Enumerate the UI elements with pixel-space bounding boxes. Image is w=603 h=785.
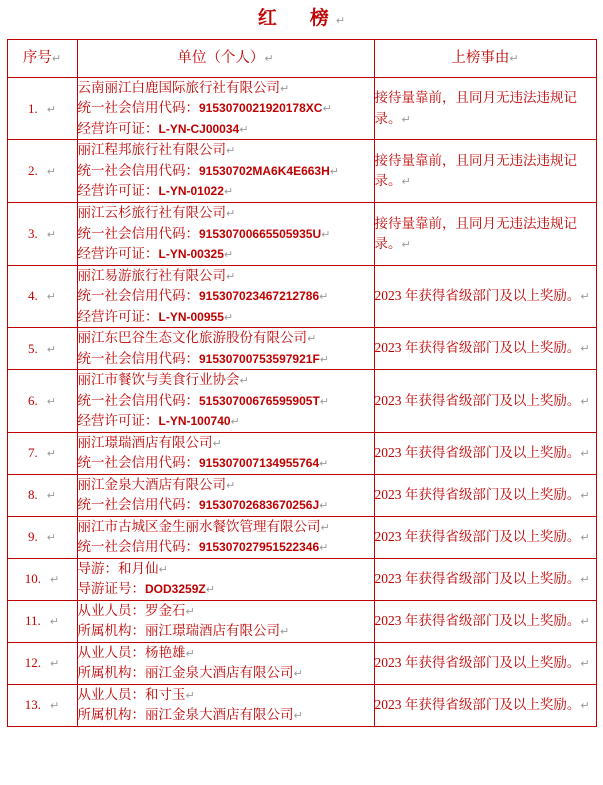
table-row — [7, 516, 596, 558]
unit-line — [78, 203, 374, 224]
column-header-reason-label: 上榜事由 — [451, 49, 510, 66]
column-header-number-label: 序号 — [22, 49, 52, 66]
reason-cell — [374, 684, 596, 726]
pilcrow-mark: ↵ — [322, 102, 332, 116]
reason-cell — [374, 77, 596, 140]
unit-line-label: 经营许可证： — [77, 120, 159, 136]
unit-cell — [77, 328, 374, 370]
unit-line — [78, 266, 374, 287]
table-row — [7, 202, 596, 265]
table-row — [7, 432, 596, 474]
row-number-cell — [7, 140, 77, 203]
pilcrow-mark: ↵ — [580, 342, 590, 356]
pilcrow-mark: ↵ — [329, 164, 339, 178]
row-number-cell — [7, 558, 77, 600]
pilcrow-mark: ↵ — [580, 489, 590, 503]
unit-line — [78, 621, 374, 642]
unit-cell — [77, 202, 374, 265]
unit-line-label: 统一社会信用代码： — [77, 539, 199, 555]
credential-code: L-YN-CJ00034 — [158, 121, 240, 136]
unit-cell — [77, 474, 374, 516]
row-number-cell — [7, 370, 77, 433]
unit-line-label: 经营许可证： — [77, 308, 159, 324]
unit-line — [78, 537, 374, 558]
unit-cell — [77, 600, 374, 642]
pilcrow-mark: ↵ — [223, 310, 234, 324]
column-header-unit-label: 单位（个人） — [177, 49, 265, 66]
unit-line-label: 统一社会信用代码： — [77, 350, 199, 366]
row-number: 13. — [24, 697, 42, 713]
pilcrow-mark: ↵ — [185, 688, 195, 702]
table-row — [7, 474, 596, 516]
unit-line-label: 所属机构：丽江璟瑞酒店有限公司 — [77, 623, 280, 639]
pilcrow-mark: ↵ — [226, 269, 236, 283]
table-body — [7, 77, 596, 726]
unit-line-label: 丽江易游旅行社有限公司 — [77, 267, 226, 283]
pilcrow-mark: ↵ — [293, 667, 303, 681]
credential-code: L-YN-00955 — [158, 309, 224, 324]
reason-text: 接待量靠前，且同月无违法违规记录。 — [374, 215, 577, 251]
unit-line — [78, 98, 374, 119]
pilcrow-mark: ↵ — [319, 457, 329, 471]
pilcrow-mark: ↵ — [212, 436, 222, 450]
pilcrow-mark: ↵ — [46, 394, 56, 408]
credential-code: 51530700676595905T — [199, 393, 320, 408]
page-title — [0, 0, 603, 39]
unit-line-label: 经营许可证： — [77, 183, 159, 199]
pilcrow-mark: ↵ — [223, 248, 234, 262]
unit-cell — [77, 140, 374, 203]
pilcrow-mark: ↵ — [46, 102, 56, 116]
unit-line — [78, 579, 374, 600]
row-number: 11. — [25, 613, 41, 629]
column-header-number — [7, 39, 77, 77]
pilcrow-mark: ↵ — [50, 699, 60, 713]
credential-code: 91530700665505935U — [199, 226, 322, 241]
pilcrow-mark: ↵ — [319, 499, 329, 513]
unit-line-label: 丽江程邦旅行社有限公司 — [77, 142, 226, 158]
unit-line-label: 统一社会信用代码： — [77, 288, 199, 304]
pilcrow-mark: ↵ — [185, 604, 195, 618]
unit-line-label: 统一社会信用代码： — [77, 100, 199, 116]
unit-line-label: 从业人员：罗金石 — [77, 602, 186, 618]
pilcrow-mark: ↵ — [401, 112, 411, 126]
credential-code: L-YN-100740 — [158, 414, 231, 429]
row-number: 10. — [24, 571, 42, 587]
row-number: 1. — [28, 100, 38, 116]
row-number-cell — [7, 516, 77, 558]
pilcrow-mark: ↵ — [580, 394, 590, 408]
credential-code: 915307023467212786 — [199, 289, 320, 304]
reason-text: 2023 年获得省级部门及以上奖励。 — [374, 613, 581, 629]
row-number: 8. — [28, 487, 38, 503]
reason-cell — [374, 370, 596, 433]
reason-text: 接待量靠前，且同月无违法违规记录。 — [374, 90, 577, 126]
reason-text: 2023 年获得省级部门及以上奖励。 — [374, 529, 581, 545]
unit-line — [78, 685, 374, 706]
table-row — [7, 600, 596, 642]
reason-cell — [374, 140, 596, 203]
table-row — [7, 77, 596, 140]
pilcrow-mark: ↵ — [239, 122, 249, 136]
pilcrow-mark: ↵ — [319, 352, 330, 366]
pilcrow-mark: ↵ — [319, 541, 329, 555]
reason-cell — [374, 558, 596, 600]
unit-line — [78, 286, 374, 307]
row-number-cell — [7, 265, 77, 328]
credential-code: DOD3259Z — [145, 582, 206, 597]
unit-line-label: 所属机构：丽江金泉大酒店有限公司 — [77, 665, 294, 681]
row-number: 9. — [28, 529, 38, 545]
pilcrow-mark: ↵ — [226, 144, 236, 158]
unit-cell — [77, 558, 374, 600]
unit-cell — [77, 516, 374, 558]
pilcrow-mark: ↵ — [46, 489, 56, 503]
row-number-cell — [7, 202, 77, 265]
reason-cell — [374, 642, 596, 684]
pilcrow-mark: ↵ — [280, 81, 290, 95]
table-row — [7, 265, 596, 328]
red-list-table — [7, 39, 597, 727]
row-number: 6. — [28, 392, 38, 408]
pilcrow-mark: ↵ — [226, 206, 236, 220]
unit-line-label: 统一社会信用代码： — [77, 392, 199, 408]
credential-code: 915307027951522346 — [199, 540, 320, 555]
pilcrow-mark: ↵ — [293, 709, 303, 723]
row-number: 2. — [28, 163, 38, 179]
reason-text: 2023 年获得省级部门及以上奖励。 — [374, 340, 581, 356]
unit-line — [78, 391, 374, 412]
unit-line-label: 经营许可证： — [77, 246, 159, 262]
row-number-cell — [7, 432, 77, 474]
unit-line — [78, 161, 374, 182]
unit-line — [78, 307, 374, 328]
pilcrow-mark: ↵ — [320, 520, 330, 534]
unit-line — [78, 453, 374, 474]
row-number: 3. — [28, 225, 38, 241]
pilcrow-mark: ↵ — [46, 342, 56, 356]
credential-code: 91530702MA6K4E663H — [199, 163, 330, 178]
unit-line-label: 统一社会信用代码： — [77, 162, 199, 178]
unit-cell — [77, 642, 374, 684]
pilcrow-mark: ↵ — [223, 185, 234, 199]
pilcrow-mark: ↵ — [401, 175, 411, 189]
pilcrow-mark: ↵ — [158, 562, 168, 576]
reason-text: 2023 年获得省级部门及以上奖励。 — [374, 655, 581, 671]
pilcrow-mark: ↵ — [321, 227, 331, 241]
pilcrow-mark: ↵ — [280, 625, 290, 639]
unit-cell — [77, 432, 374, 474]
reason-text: 2023 年获得省级部门及以上奖励。 — [374, 571, 581, 587]
unit-line — [78, 559, 374, 580]
unit-line — [78, 328, 374, 349]
pilcrow-mark: ↵ — [50, 657, 60, 671]
row-number-cell — [7, 474, 77, 516]
reason-cell — [374, 516, 596, 558]
unit-cell — [77, 77, 374, 140]
reason-text: 接待量靠前，且同月无违法违规记录。 — [374, 152, 577, 189]
pilcrow-mark: ↵ — [239, 374, 249, 388]
table-header-row — [7, 39, 596, 77]
unit-line — [78, 370, 374, 391]
unit-line-label: 导游证号： — [77, 581, 145, 597]
pilcrow-mark: ↵ — [264, 51, 274, 65]
reason-text: 2023 年获得省级部门及以上奖励。 — [374, 288, 581, 304]
unit-line — [78, 224, 374, 245]
unit-line-label: 丽江市餐饮与美食行业协会 — [77, 372, 240, 388]
reason-cell — [374, 328, 596, 370]
pilcrow-mark: ↵ — [226, 478, 236, 492]
unit-line-label: 云南丽江白鹿国际旅行社有限公司 — [77, 79, 280, 95]
row-number: 12. — [24, 655, 42, 671]
unit-line — [78, 119, 374, 140]
unit-line-label: 统一社会信用代码： — [77, 497, 199, 513]
unit-cell — [77, 370, 374, 433]
unit-line-label: 丽江东巴谷生态文化旅游股份有限公司 — [77, 330, 307, 346]
credential-code: L-YN-00325 — [158, 247, 224, 262]
column-header-reason — [374, 39, 596, 77]
unit-line — [78, 411, 374, 432]
unit-line — [78, 663, 374, 684]
unit-line — [78, 643, 374, 664]
reason-cell — [374, 265, 596, 328]
reason-cell — [374, 474, 596, 516]
credential-code: 915307007134955764 — [199, 456, 320, 471]
pilcrow-mark: ↵ — [509, 51, 519, 65]
unit-line — [78, 495, 374, 516]
pilcrow-mark: ↵ — [580, 657, 590, 671]
page-title-text: 红 榜 — [257, 8, 336, 29]
table-row — [7, 140, 596, 203]
pilcrow-mark: ↵ — [580, 447, 590, 461]
reason-text: 2023 年获得省级部门及以上奖励。 — [374, 392, 581, 408]
pilcrow-mark: ↵ — [46, 447, 56, 461]
credential-code: 91530702683670256J — [199, 498, 320, 513]
unit-line — [78, 349, 374, 370]
table-row — [7, 684, 596, 726]
unit-line-label: 统一社会信用代码： — [77, 455, 199, 471]
pilcrow-mark: ↵ — [46, 290, 56, 304]
unit-line-label: 导游：和月仙 — [77, 560, 159, 576]
unit-line — [78, 140, 374, 161]
unit-line-label: 丽江金泉大酒店有限公司 — [77, 476, 226, 492]
pilcrow-mark: ↵ — [185, 646, 195, 660]
unit-line — [78, 433, 374, 454]
reason-cell — [374, 600, 596, 642]
pilcrow-mark: ↵ — [319, 394, 330, 408]
pilcrow-mark: ↵ — [580, 699, 590, 713]
pilcrow-mark: ↵ — [50, 573, 60, 587]
row-number: 7. — [28, 445, 38, 461]
row-number: 4. — [28, 288, 38, 304]
unit-cell — [77, 265, 374, 328]
reason-cell — [374, 432, 596, 474]
pilcrow-mark: ↵ — [205, 583, 215, 597]
row-number-cell — [7, 328, 77, 370]
reason-text: 2023 年获得省级部门及以上奖励。 — [374, 445, 581, 461]
reason-text: 2023 年获得省级部门及以上奖励。 — [374, 487, 581, 503]
unit-line — [78, 181, 374, 202]
unit-line-label: 丽江市古城区金生丽水餐饮管理有限公司 — [77, 518, 321, 534]
pilcrow-mark: ↵ — [319, 290, 329, 304]
reason-text: 2023 年获得省级部门及以上奖励。 — [374, 697, 581, 713]
table-row — [7, 558, 596, 600]
pilcrow-mark: ↵ — [580, 531, 590, 545]
unit-line-label: 从业人员：和寸玉 — [77, 686, 186, 702]
row-number: 5. — [28, 340, 38, 356]
pilcrow-mark: ↵ — [401, 237, 411, 251]
pilcrow-mark: ↵ — [46, 531, 56, 545]
reason-cell — [374, 202, 596, 265]
unit-line-label: 丽江璟瑞酒店有限公司 — [77, 434, 213, 450]
unit-line — [78, 78, 374, 99]
table-row — [7, 642, 596, 684]
pilcrow-mark: ↵ — [580, 573, 590, 587]
table-row — [7, 328, 596, 370]
unit-line — [78, 705, 374, 726]
pilcrow-mark: ↵ — [49, 615, 59, 629]
row-number-cell — [7, 642, 77, 684]
pilcrow-mark: ↵ — [46, 165, 56, 179]
unit-line-label: 统一社会信用代码： — [77, 225, 199, 241]
unit-line — [78, 601, 374, 622]
unit-line-label: 从业人员：杨艳雄 — [77, 644, 186, 660]
pilcrow-mark: ↵ — [307, 332, 317, 346]
unit-line-label: 经营许可证： — [77, 413, 159, 429]
row-number-cell — [7, 77, 77, 140]
row-number-cell — [7, 600, 77, 642]
unit-line-label: 所属机构：丽江金泉大酒店有限公司 — [77, 707, 294, 723]
pilcrow-mark: ↵ — [51, 51, 62, 65]
unit-line — [78, 475, 374, 496]
column-header-unit — [77, 39, 374, 77]
unit-line-label: 丽江云杉旅行社有限公司 — [77, 204, 226, 220]
row-number-cell — [7, 684, 77, 726]
table-row — [7, 370, 596, 433]
pilcrow-mark: ↵ — [230, 415, 240, 429]
credential-code: 9153070021920178XC — [199, 101, 323, 116]
pilcrow-mark: ↵ — [335, 14, 346, 27]
unit-line — [78, 517, 374, 538]
unit-cell — [77, 684, 374, 726]
unit-line — [78, 244, 374, 265]
pilcrow-mark: ↵ — [580, 290, 590, 304]
credential-code: L-YN-01022 — [158, 184, 224, 199]
pilcrow-mark: ↵ — [46, 227, 56, 241]
pilcrow-mark: ↵ — [580, 615, 590, 629]
credential-code: 91530700753597921F — [199, 351, 320, 366]
